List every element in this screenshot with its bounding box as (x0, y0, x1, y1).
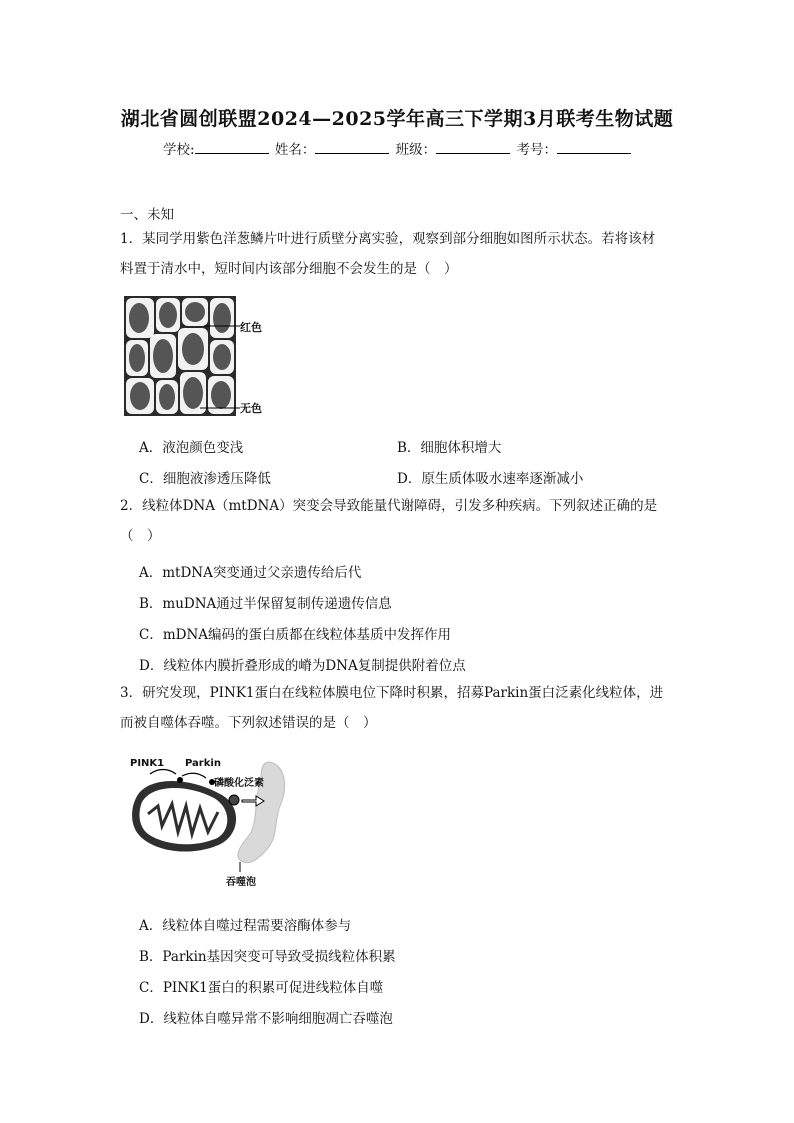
question-1-option-c[interactable]: C．细胞液渗透压降低 (139, 471, 271, 487)
student-info-row (0, 138, 794, 158)
school-blank[interactable] (195, 141, 269, 154)
question-2-option-b[interactable]: B．muDNA通过半保留复制传递遗传信息 (139, 596, 392, 612)
question-3-option-d[interactable]: D．线粒体自噬异常不影响细胞凋亡吞噬泡 (139, 1011, 393, 1027)
question-2-stem (120, 491, 680, 551)
question-3-stem (120, 678, 680, 738)
section-title: 一、未知 (120, 207, 174, 223)
figure-3-label-vesicle: 吞噬泡 (226, 877, 256, 888)
question-3-line-2: 而被自噬体吞噬。下列叙述错误的是（ ） (120, 715, 377, 731)
question-3-line-1: 3．研究发现，PINK1蛋白在线粒体膜电位下降时积累，招募Parkin蛋白泛素化线粒体，进 (120, 685, 664, 701)
question-2-option-c[interactable]: C．mDNA编码的蛋白质都在线粒体基质中发挥作用 (139, 627, 452, 643)
question-1-line-1: 1．某同学用紫色洋葱鳞片叶进行质壁分离实验，观察到部分细胞如图所示状态。若将该材 (120, 231, 656, 247)
question-3-option-a[interactable]: A．线粒体自噬过程需要溶酶体参与 (139, 918, 352, 934)
figure-3-label-pink1: PINK1 (130, 758, 165, 769)
figure-1-label-red: 红色 (240, 321, 262, 334)
id-label: 考号： (516, 142, 557, 158)
question-2-line-1: 2．线粒体DNA（mtDNA）突变会导致能量代谢障碍，引发多种疾病。下列叙述正确的是 (120, 498, 658, 514)
ubiquitin-mark (229, 795, 239, 805)
question-1-stem (120, 224, 680, 284)
name-blank[interactable] (315, 141, 389, 154)
question-1-option-d[interactable]: D．原生质体吸水速率逐渐减小 (397, 471, 584, 487)
question-2-option-d[interactable]: D．线粒体内膜折叠形成的嵴为DNA复制提供附着位点 (139, 658, 466, 674)
figure-3-drawing (128, 754, 298, 888)
school-label: 学校: (163, 142, 195, 158)
page-title: 湖北省圆创联盟2024—2025学年高三下学期3月联考生物试题 (120, 108, 674, 130)
figure-3-label-phospho-ubiquitin: 磷酸化泛素 (214, 778, 264, 789)
question-2-line-2: （ ） (120, 528, 161, 544)
question-3-option-c[interactable]: C．PINK1蛋白的积累可促进线粒体自噬 (139, 980, 384, 996)
question-2-option-a[interactable]: A．mtDNA突变通过父亲遗传给后代 (139, 565, 362, 581)
figure-3-mitophagy (128, 754, 298, 888)
question-1-line-2: 料置于清水中，短时间内该部分细胞不会发生的是（ ） (120, 261, 458, 277)
figure-3-label-parkin: Parkin (185, 758, 221, 769)
name-label: 姓名： (274, 142, 316, 158)
class-blank[interactable] (436, 141, 510, 154)
question-1-option-b[interactable]: B．细胞体积增大 (397, 440, 502, 456)
class-label: 班级： (395, 142, 437, 158)
question-3-option-b[interactable]: B．Parkin基因突变可导致受损线粒体积累 (139, 949, 396, 965)
id-blank[interactable] (557, 141, 631, 154)
figure-1-cells (122, 294, 282, 420)
question-1-option-a[interactable]: A．液泡颜色变浅 (139, 440, 244, 456)
figure-1-label-colorless: 无色 (240, 402, 262, 415)
